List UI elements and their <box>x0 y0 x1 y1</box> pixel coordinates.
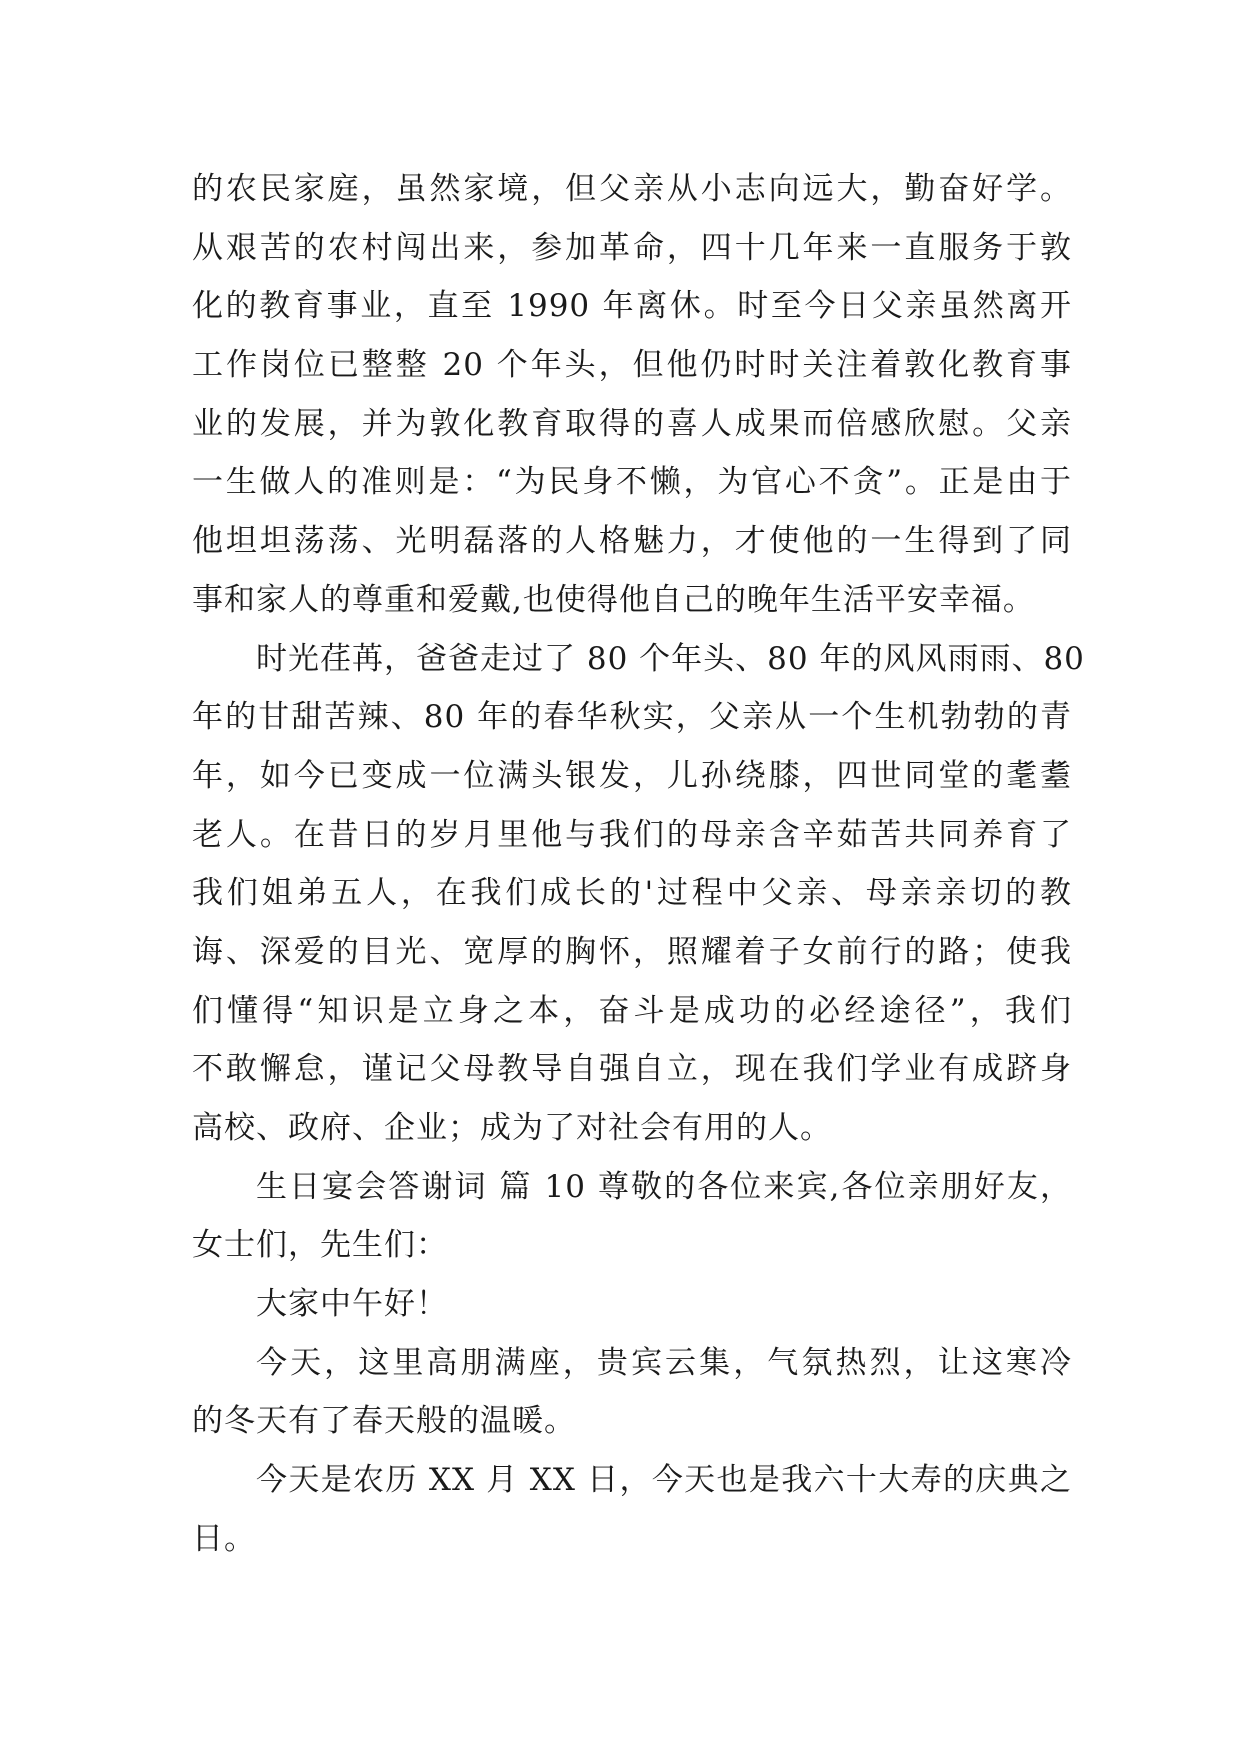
text-line: 日。 <box>192 1520 256 1557</box>
text-line: 他坦坦荡荡、光明磊落的人格魅力，才使他的一生得到了同 <box>192 523 1072 560</box>
text-line: 不敢懈怠，谨记父母教导自强自立，现在我们学业有成跻身 <box>192 1051 1072 1088</box>
text-line: 时光荏苒，爸爸走过了 80 个年头、80 年的风风雨雨、80 <box>256 640 1085 677</box>
text-line: 化的教育事业，直至 1990 年离休。时至今日父亲虽然离开 <box>192 288 1072 325</box>
text-line: 年，如今已变成一位满头银发，儿孙绕膝，四世同堂的耄耋 <box>192 757 1072 794</box>
text-line: 高校、政府、企业；成为了对社会有用的人。 <box>192 1110 832 1146</box>
text-line: 年的甘甜苦辣、80 年的春华秋实，父亲从一个生机勃勃的青 <box>192 699 1072 736</box>
text-line: 我们姐弟五人，在我们成长的'过程中父亲、母亲亲切的教 <box>192 875 1072 912</box>
text-line: 女士们，先生们： <box>192 1227 448 1264</box>
text-line: 事和家人的尊重和爱戴,也使得他自己的晚年生活平安幸福。 <box>192 581 1035 618</box>
text-line: 生日宴会答谢词 篇 10 尊敬的各位来宾,各位亲朋好友， <box>256 1168 1072 1205</box>
text-line: 从艰苦的农村闯出来，参加革命，四十几年来一直服务于敦 <box>192 229 1072 266</box>
body-text <box>192 160 1085 1569</box>
text-line: 的冬天有了春天般的温暖。 <box>192 1403 576 1440</box>
text-line: 业的发展，并为敦化教育取得的喜人成果而倍感欣慰。父亲 <box>192 405 1072 442</box>
text-line: 大家中午好！ <box>256 1286 448 1323</box>
text-line: 的农民家庭，虽然家境，但父亲从小志向远大，勤奋好学。 <box>192 171 1072 207</box>
text-line: 老人。在昔日的岁月里他与我们的母亲含辛茹苦共同养育了 <box>192 816 1072 853</box>
text-line: 们懂得“知识是立身之本，奋斗是成功的必经途径”，我们 <box>192 992 1072 1029</box>
text-line: 一生做人的准则是：“为民身不懒，为官心不贪”。正是由于 <box>192 464 1072 501</box>
text-line: 诲、深爱的目光、宽厚的胸怀，照耀着子女前行的路；使我 <box>192 933 1072 970</box>
text-line: 今天是农历 XX 月 XX 日，今天也是我六十大寿的庆典之 <box>256 1462 1072 1499</box>
text-line: 工作岗位已整整 20 个年头，但他仍时时关注着敦化教育事 <box>192 347 1072 384</box>
text-line: 今天，这里高朋满座，贵宾云集，气氛热烈，让这寒冷 <box>256 1344 1072 1381</box>
